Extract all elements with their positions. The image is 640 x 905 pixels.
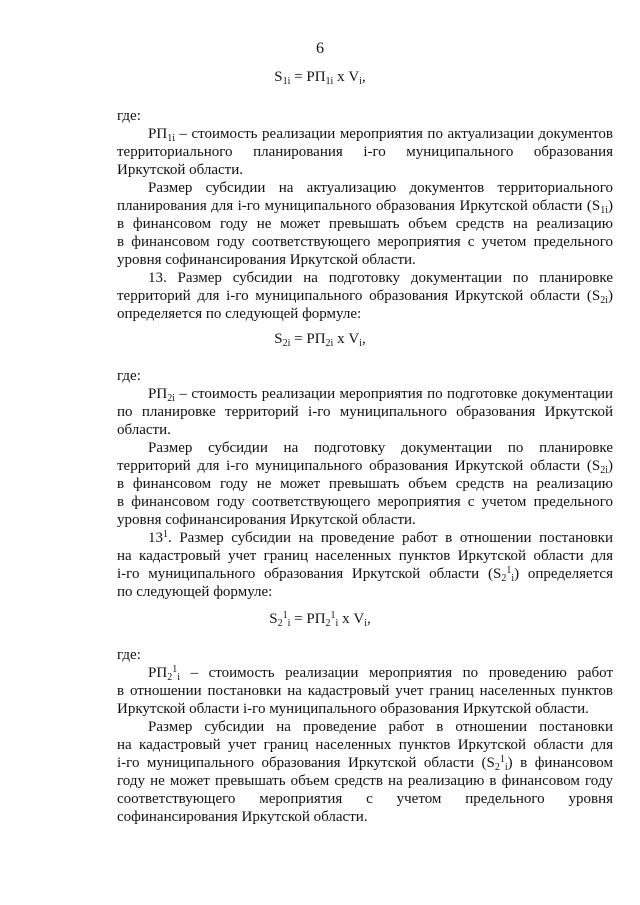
- formula-s2-1: $S_2^1_i = РП_2^1_i$ х $V_i$,: [269, 610, 371, 629]
- paragraph-1-line-2: территориального планирования i-го муниципального образования: [117, 144, 613, 160]
- paragraph-2-line-3: в финансовом году не может превышать объем средств на реализацию: [117, 216, 613, 232]
- formula-s2: $S_{2i} = РП_{2i}$ х $V_i$,: [274, 331, 366, 349]
- paragraph-6-line-1: $13^1$. Размер субсидии на проведение работ в отношении постановки: [148, 529, 613, 546]
- where-label-1: где:: [117, 108, 141, 124]
- paragraph-7-line-2: в отношении постановки на кадастровый учет границ населенных пунктов: [117, 683, 613, 699]
- where-label-3: где:: [117, 647, 141, 663]
- paragraph-7-line-1: $РП_2^1_i$ – стоимость реализации мероприятия по проведению работ: [148, 664, 613, 683]
- paragraph-2-line-2: планирования для i-го муниципального образования Иркутской области $(S_{1i})$: [117, 198, 613, 216]
- paragraph-8-line-6: софинансирования Иркутской области.: [117, 809, 368, 825]
- paragraph-8-line-5: соответствующего мероприятия с учетом предельного уровня: [117, 791, 613, 807]
- where-label-2: где:: [117, 368, 141, 384]
- paragraph-4-line-2: по планировке территорий i-го муниципального образования Иркутской: [117, 404, 613, 420]
- page-number: 6: [316, 40, 324, 57]
- paragraph-3-line-1: 13. Размер субсидии на подготовку документации по планировке: [148, 270, 613, 286]
- paragraph-7-line-3: Иркутской области i-го муниципального образования Иркутской области.: [117, 701, 589, 717]
- paragraph-2-line-4: в финансовом году соответствующего мероприятия с учетом предельного: [117, 234, 613, 250]
- paragraph-1-line-1: $РП_{1i}$ – стоимость реализации мероприятия по актуализации документов: [148, 126, 613, 144]
- paragraph-2-line-1: Размер субсидии на актуализацию документов территориального: [148, 180, 613, 196]
- paragraph-5-line-5: уровня софинансирования Иркутской области.: [117, 512, 416, 528]
- paragraph-5-line-3: в финансовом году не может превышать объем средств на реализацию: [117, 476, 613, 492]
- paragraph-8-line-1: Размер субсидии на проведение работ в отношении постановки: [148, 719, 613, 735]
- paragraph-5-line-1: Размер субсидии на подготовку документации по планировке: [148, 440, 613, 456]
- paragraph-6-line-3: i-го муниципального образования Иркутской области $(S_2^1_i)$ определяется: [117, 565, 613, 584]
- paragraph-8-line-3: i-го муниципального образования Иркутской области $(S_2^1_i)$ в финансовом: [117, 754, 614, 773]
- paragraph-3-line-3: определяется по следующей формуле:: [117, 306, 362, 322]
- paragraph-4-line-3: области.: [117, 422, 171, 438]
- paragraph-8-line-2: на кадастровый учет границ населенных пунктов Иркутской области для: [117, 737, 613, 753]
- paragraph-6-line-2: на кадастровый учет границ населенных пунктов Иркутской области для: [117, 548, 613, 564]
- paragraph-3-line-2: территорий для i-го муниципального образования Иркутской области $(S_{2i})$: [117, 288, 613, 306]
- paragraph-2-line-5: уровня софинансирования Иркутской области.: [117, 252, 416, 268]
- paragraph-8-line-4: году не может превышать объем средств на реализацию в финансовом году: [117, 773, 613, 789]
- paragraph-6-line-4: по следующей формуле:: [117, 584, 273, 600]
- paragraph-4-line-1: $РП_{2i}$ – стоимость реализации мероприятия по подготовке документации: [148, 386, 613, 404]
- paragraph-5-line-4: в финансовом году соответствующего мероприятия с учетом предельного: [117, 494, 613, 510]
- paragraph-1-line-3: Иркутской области.: [117, 162, 243, 178]
- paragraph-5-line-2: территорий для i-го муниципального образования Иркутской области $(S_{2i})$: [117, 458, 613, 476]
- formula-s1: $S_{1i} = РП_{1i}$ х $V_i$,: [274, 69, 366, 87]
